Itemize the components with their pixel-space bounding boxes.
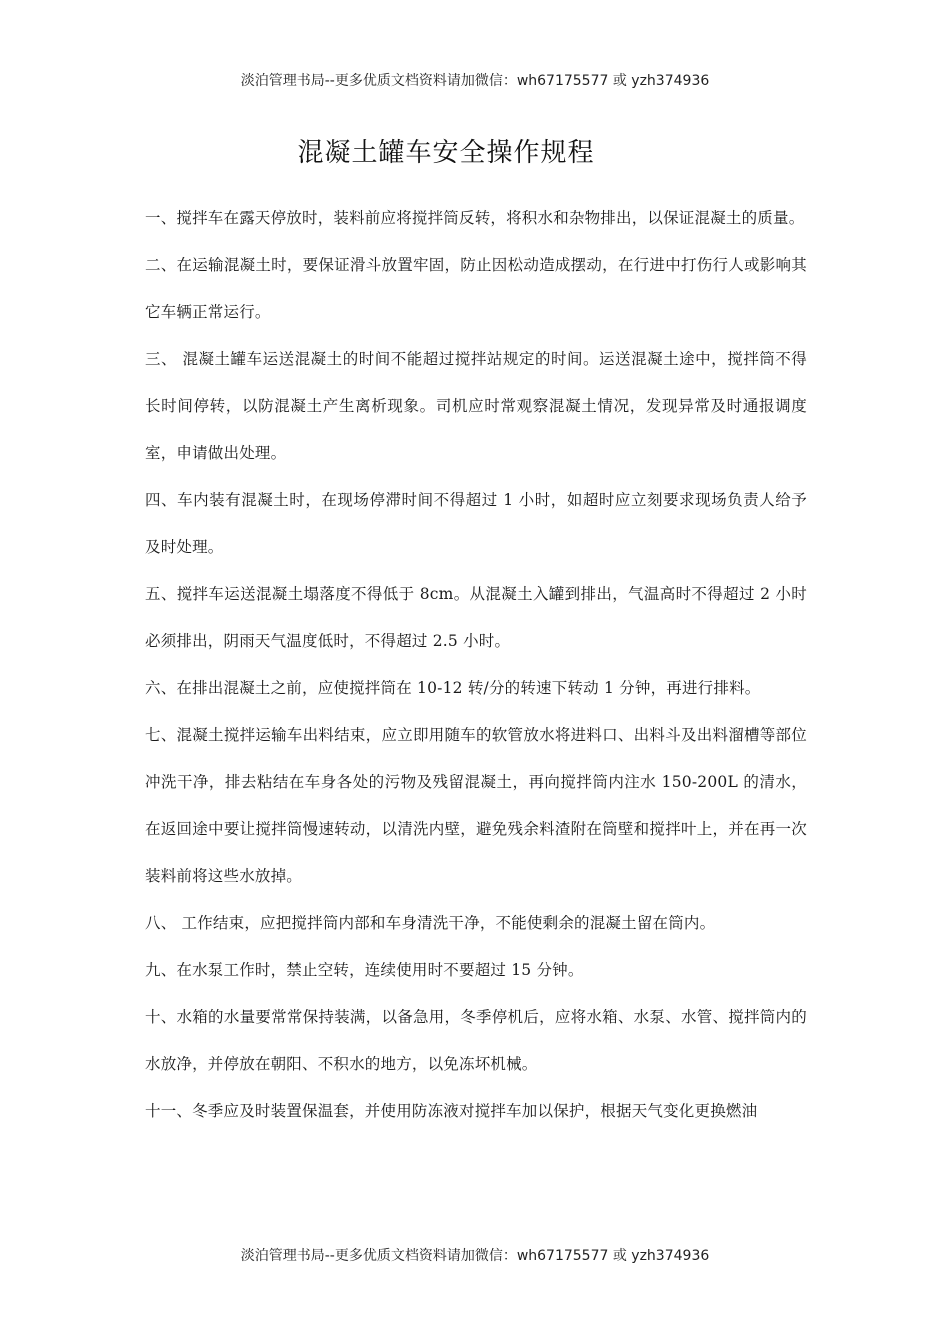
paragraph-1: 一、搅拌车在露天停放时，装料前应将搅拌筒反转，将积水和杂物排出，以保证混凝土的质量。	[145, 209, 805, 227]
paragraph-11: 十一、冬季应及时装置保温套，并使用防冻液对搅拌车加以保护，根据天气变化更换燃油	[145, 1102, 758, 1120]
paragraph-10: 十、水箱的水量要常常保持装满，以备急用，冬季停机后，应将水箱、水泵、水管、搅拌筒内的水放净，并停放在朝阳、不积水的地方，以免冻坏机械。	[145, 1008, 807, 1073]
paragraph-9: 九、在水泵工作时，禁止空转，连续使用时不要超过 15 分钟。	[145, 961, 584, 979]
document-title: 混凝土罐车安全操作规程	[297, 138, 595, 168]
paragraph-2: 二、在运输混凝土时，要保证滑斗放置牢固，防止因松动造成摆动，在行进中打伤行人或影响其它车辆正常运行。	[145, 256, 807, 321]
page-footer: 淡泊管理书局--更多优质文档资料请加微信：wh67175577 或 yzh374936	[240, 1248, 710, 1264]
paragraph-3: 三、 混凝土罐车运送混凝土的时间不能超过搅拌站规定的时间。运送混凝土途中，搅拌筒不得长时间停转，以防混凝土产生离析现象。司机应时常观察混凝土情况，发现异常及时通报调度室，申请做出处理。	[145, 350, 807, 462]
paragraph-5: 五、搅拌车运送混凝土塌落度不得低于 8cm。从混凝土入罐到排出，气温高时不得超过 2 小时必须排出，阴雨天气温度低时，不得超过 2.5 小时。	[145, 585, 807, 650]
paragraph-8: 八、 工作结束，应把搅拌筒内部和车身清洗干净，不能使剩余的混凝土留在筒内。	[145, 914, 716, 932]
document-body	[145, 195, 807, 1135]
paragraph-4: 四、车内装有混凝土时，在现场停滞时间不得超过 1 小时，如超时应立刻要求现场负责人给予及时处理。	[145, 491, 807, 556]
page-header: 淡泊管理书局--更多优质文档资料请加微信：wh67175577 或 yzh374936	[240, 73, 710, 89]
paragraph-6: 六、在排出混凝土之前，应使搅拌筒在 10-12 转/分的转速下转动 1 分钟，再进行排料。	[145, 679, 761, 697]
paragraph-7: 七、混凝土搅拌运输车出料结束，应立即用随车的软管放水将进料口、出料斗及出料溜槽等部位冲洗干净，排去粘结在车身各处的污物及残留混凝土，再向搅拌筒内注水 150-200L 的清水，在返回途中要让搅拌筒慢速转动，以清洗内壁，避免残余料渣附在筒壁和搅拌叶上，并在再一次装料前将这些水放掉。	[145, 726, 807, 885]
